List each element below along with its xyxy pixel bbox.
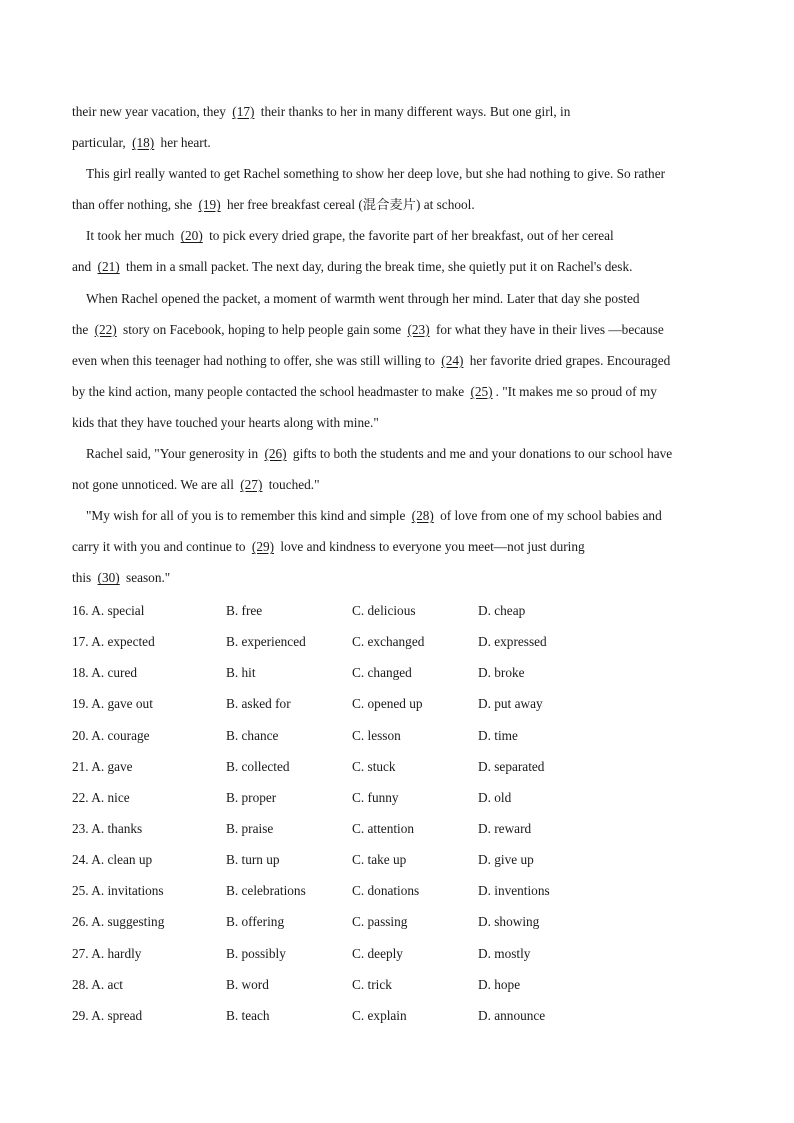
passage-line (72, 567, 722, 598)
question-number: 20. (72, 727, 89, 743)
passage-text: for what they have in their lives —because (432, 321, 664, 337)
option-a (72, 818, 142, 840)
option-a (72, 943, 141, 965)
question-row (72, 756, 722, 787)
option-c: C. explain (352, 1007, 407, 1023)
passage-text: the (72, 321, 92, 337)
passage-text: and (72, 259, 95, 275)
passage-line (72, 194, 722, 225)
passage-text: even when this teenager had nothing to offer, she was still willing to (72, 352, 439, 368)
question-row (72, 849, 722, 880)
passage-text: her favorite dried grapes. Encouraged (466, 352, 671, 368)
option-d: D. inventions (478, 883, 550, 899)
blank-number: (24) (441, 352, 464, 368)
passage-text: season." (122, 570, 171, 586)
option-a-text: A. invitations (91, 883, 164, 899)
passage-line (72, 474, 722, 505)
option-d: D. mostly (478, 945, 531, 961)
passage-text: her heart. (157, 135, 211, 151)
passage-line (72, 132, 722, 163)
option-a (72, 631, 155, 653)
question-number: 29. (72, 1007, 89, 1023)
passage-line (72, 319, 722, 350)
blank-number: (22) (94, 321, 117, 337)
option-c: C. donations (352, 883, 420, 899)
passage-line (72, 350, 722, 381)
option-c: C. trick (352, 976, 392, 992)
question-number: 22. (72, 789, 89, 805)
option-a (72, 725, 150, 747)
option-c: C. delicious (352, 603, 416, 618)
option-d: D. time (478, 727, 518, 743)
question-row (72, 693, 722, 724)
passage-line (72, 256, 722, 287)
blank-number: (25) (470, 383, 493, 399)
option-d: D. announce (478, 1007, 546, 1023)
question-number: 18. (72, 665, 89, 681)
question-row (72, 974, 722, 1005)
passage-line (72, 101, 722, 132)
blank-number: (28) (411, 508, 434, 524)
option-b: B. chance (226, 727, 279, 743)
passage-line (72, 536, 722, 567)
option-c: C. changed (352, 665, 412, 681)
question-number: 21. (72, 758, 89, 774)
passage-text: touched." (265, 477, 320, 493)
option-a-text: A. cured (91, 665, 137, 681)
question-row (72, 787, 722, 818)
option-a (72, 1005, 142, 1027)
question-number: 27. (72, 945, 89, 961)
question-number: 24. (72, 852, 89, 868)
option-a-text: A. gave out (91, 696, 153, 712)
question-number: 25. (72, 883, 89, 899)
passage-line (72, 505, 722, 536)
passage-text: . "It makes me so proud of my (495, 383, 657, 399)
option-b: B. possibly (226, 945, 286, 961)
option-b: B. experienced (226, 634, 306, 650)
option-b: B. turn up (226, 852, 280, 868)
passage-text: story on Facebook, hoping to help people gain some (119, 321, 405, 337)
blank-number: (26) (264, 446, 287, 462)
blank-number: (23) (407, 321, 430, 337)
option-a-text: A. special (91, 603, 145, 618)
passage-text: by the kind action, many people contacted the school headmaster to make (72, 383, 468, 399)
passage-line (72, 288, 722, 319)
option-a-text: A. hardly (91, 945, 142, 961)
question-number: 16. (72, 603, 89, 618)
option-a-text: A. expected (91, 634, 155, 650)
option-d: D. expressed (478, 634, 547, 650)
option-b: B. praise (226, 820, 274, 836)
passage-text: This girl really wanted to get Rachel something to show her deep love, but she had nothing to give. So rather (86, 166, 666, 182)
question-number: 17. (72, 634, 89, 650)
option-b: B. celebrations (226, 883, 306, 899)
passage-line (72, 225, 722, 256)
option-c: C. take up (352, 852, 407, 868)
option-b: B. teach (226, 1007, 270, 1023)
option-c: C. exchanged (352, 634, 425, 650)
option-a (72, 600, 144, 622)
passage-text: not gone unnoticed. We are all (72, 477, 238, 493)
option-a-text: A. clean up (91, 852, 153, 868)
passage-text: Rachel said, "Your generosity in (86, 446, 262, 462)
option-b: B. word (226, 976, 269, 992)
passage-text: love and kindness to everyone you meet—not just during (277, 539, 585, 555)
question-number: 19. (72, 696, 89, 712)
option-c: C. funny (352, 789, 399, 805)
passage-text: "My wish for all of you is to remember this kind and simple (86, 508, 409, 524)
question-number: 28. (72, 976, 89, 992)
passage-text: her free breakfast cereal (混合麦片) at school. (223, 197, 475, 213)
question-number: 26. (72, 914, 89, 930)
passage-text: their new year vacation, they (72, 104, 230, 119)
option-a-text: A. act (91, 976, 123, 992)
option-d: D. cheap (478, 603, 526, 618)
option-b: B. offering (226, 914, 285, 930)
passage-line (72, 412, 722, 443)
option-c: C. attention (352, 820, 415, 836)
option-b: B. hit (226, 665, 256, 681)
question-row (72, 943, 722, 974)
question-row (72, 725, 722, 756)
option-c: C. stuck (352, 758, 396, 774)
blank-number: (18) (132, 135, 155, 151)
option-d: D. hope (478, 976, 521, 992)
passage-text: gifts to both the students and me and your donations to our school have (289, 446, 673, 462)
passage-text: them in a small packet. The next day, during the break time, she quietly put it on Rachel's desk. (122, 259, 633, 275)
blank-number: (27) (240, 477, 263, 493)
option-a-text: A. spread (91, 1007, 143, 1023)
option-a-text: A. courage (91, 727, 150, 743)
option-d: D. give up (478, 852, 534, 868)
blank-number: (30) (97, 570, 120, 586)
option-d: D. broke (478, 665, 525, 681)
passage-line (72, 163, 722, 194)
passage-text: When Rachel opened the packet, a moment of warmth went through her mind. Later that day she posted (86, 290, 640, 306)
option-d: D. showing (478, 914, 540, 930)
passage-text: of love from one of my school babies and (436, 508, 662, 524)
blank-number: (19) (198, 197, 221, 213)
option-d: D. put away (478, 696, 543, 712)
question-row (72, 911, 722, 942)
question-row (72, 600, 722, 631)
option-d: D. separated (478, 758, 545, 774)
passage-text: their thanks to her in many different ways. But one girl, in (257, 104, 571, 119)
option-b: B. free (226, 603, 263, 618)
option-b: B. asked for (226, 696, 291, 712)
option-b: B. proper (226, 789, 277, 805)
option-a (72, 880, 164, 902)
passage-text: kids that they have touched your hearts along with mine." (72, 414, 379, 430)
question-row (72, 818, 722, 849)
blank-number: (20) (180, 228, 203, 244)
passage-text: It took her much (86, 228, 178, 244)
question-number: 23. (72, 820, 89, 836)
question-row (72, 880, 722, 911)
option-a-text: A. gave (91, 758, 133, 774)
option-a (72, 911, 164, 933)
option-d: D. reward (478, 820, 532, 836)
option-a (72, 756, 133, 778)
question-row (72, 1005, 722, 1036)
option-a-text: A. thanks (91, 820, 143, 836)
blank-number: (17) (232, 104, 255, 119)
passage-text: to pick every dried grape, the favorite part of her breakfast, out of her cereal (205, 228, 614, 244)
question-row (72, 662, 722, 693)
option-b: B. collected (226, 758, 290, 774)
option-a-text: A. suggesting (91, 914, 165, 930)
passage-text: carry it with you and continue to (72, 539, 249, 555)
option-c: C. deeply (352, 945, 403, 961)
cloze-passage (72, 101, 722, 599)
option-a-text: A. nice (91, 789, 130, 805)
option-c: C. passing (352, 914, 408, 930)
passage-text: this (72, 570, 95, 586)
answer-options (72, 600, 722, 1036)
option-d: D. old (478, 789, 512, 805)
passage-line (72, 443, 722, 474)
option-a (72, 974, 123, 996)
passage-line (72, 381, 722, 412)
option-c: C. lesson (352, 727, 401, 743)
passage-text: particular, (72, 135, 130, 151)
question-row (72, 631, 722, 662)
option-a (72, 787, 130, 809)
option-c: C. opened up (352, 696, 423, 712)
passage-text: than offer nothing, she (72, 197, 196, 213)
option-a (72, 849, 152, 871)
blank-number: (29) (251, 539, 275, 555)
option-a (72, 693, 153, 715)
blank-number: (21) (97, 259, 120, 275)
option-a (72, 662, 137, 684)
